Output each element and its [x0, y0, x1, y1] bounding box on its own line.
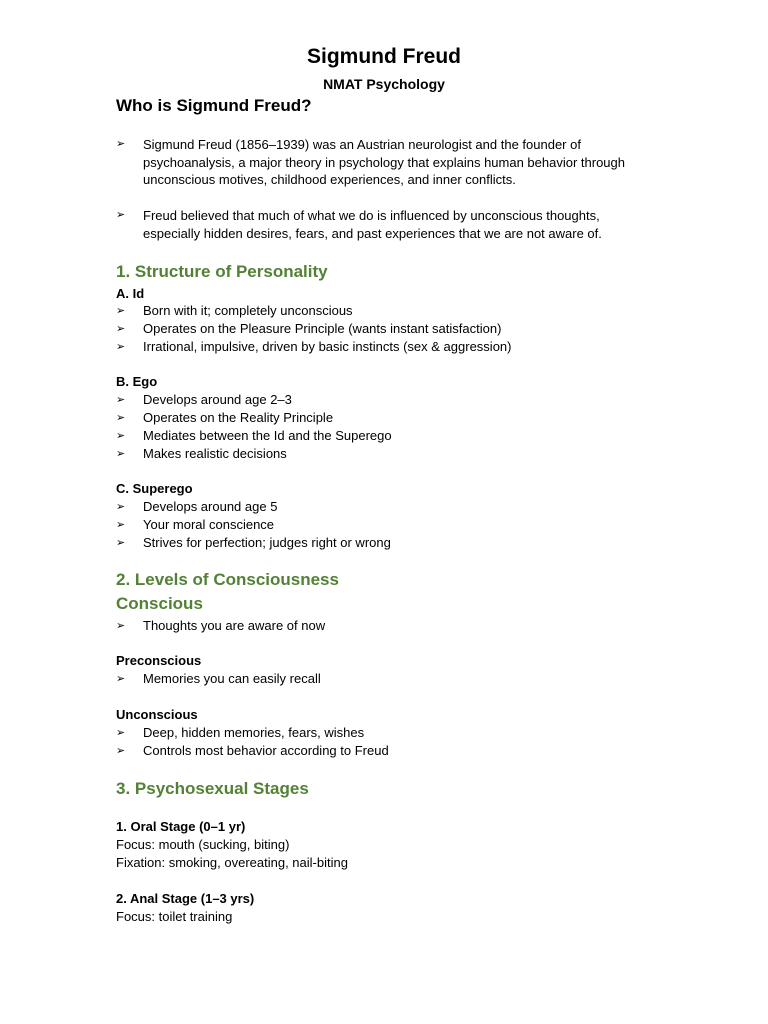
oral-stage-focus: Focus: mouth (sucking, biting) [116, 837, 290, 852]
arrowhead-bullet-icon: ➢ [116, 537, 126, 549]
arrowhead-bullet-icon: ➢ [116, 341, 126, 353]
intro-paragraph-text: Freud believed that much of what we do is influenced by unconscious thoughts, especially hidden desires, fears, and past experiences that we are not aware of. [143, 208, 602, 241]
document-subtitle: NMAT Psychology [323, 76, 445, 92]
anal-stage-focus: Focus: toilet training [116, 909, 233, 924]
arrowhead-bullet-icon: ➢ [116, 412, 126, 424]
intro-paragraph [116, 207, 636, 242]
arrowhead-bullet-icon: ➢ [116, 138, 126, 150]
document-title: Sigmund Freud [307, 45, 461, 68]
intro-heading: Who is Sigmund Freud? [116, 96, 312, 115]
section-heading-consciousness: 2. Levels of Consciousness [116, 570, 339, 589]
arrowhead-bullet-icon: ➢ [116, 501, 126, 513]
oral-stage-fixation: Fixation: smoking, overeating, nail-biting [116, 855, 348, 870]
subheading-id: A. Id [116, 286, 145, 301]
arrowhead-bullet-icon: ➢ [116, 620, 126, 632]
section-heading-personality: 1. Structure of Personality [116, 262, 328, 281]
arrowhead-bullet-icon: ➢ [116, 209, 126, 221]
arrowhead-bullet-icon: ➢ [116, 430, 126, 442]
subheading-oral-stage: 1. Oral Stage (0–1 yr) [116, 819, 246, 834]
arrowhead-bullet-icon: ➢ [116, 394, 126, 406]
document-page: Sigmund Freud NMAT Psychology Who is Sigmund Freud? ➢ Sigmund Freud (1856–1939) was an Austrian neurologist and the founder of psychoanalysis, a major theory in psychology that explains human behavior through unconscious motives, childhood experiences, and inner conflicts. ➢ Freud believed that much of what we do is influenced by unconscious thoughts, especially hidden desires, fears, and past experiences that we are not aware of. 1. Structure of Personality A. Id ➢ Born with it; completely unconscious ➢ Operates on the Pleasure Principle (wants instant satisfaction) ➢ Irrational, impulsive, driven by basic instincts (sex & aggression) B. Ego ➢ Develops around age 2–3 ➢ Operates on the Reality Principle ➢ Mediates between the Id and the Superego ➢ Makes realistic decisions C. Superego ➢ Develops around age 5 ➢ Your moral conscience ➢ Strives for perfection; judges right or wrong 2. Levels of Consciousness Conscious ➢ Thoughts you are aware of now Preconscious ➢ Memories you can easily recall Unconscious ➢ Deep, hidden memories, fears, wishes ➢ Controls most behavior according to Freud 3. Psychosexual Stages 1. Oral Stage (0–1 yr) Focus: mouth (sucking, biting) Fixation: smoking, overeating, nail-biting 2. Anal Stage (1–3 yrs) Focus: toilet training [0, 0, 768, 1024]
subheading-ego: B. Ego [116, 374, 158, 389]
arrowhead-bullet-icon: ➢ [116, 448, 126, 460]
subheading-conscious: Conscious [116, 594, 203, 613]
arrowhead-bullet-icon: ➢ [116, 727, 126, 739]
subheading-anal-stage: 2. Anal Stage (1–3 yrs) [116, 891, 255, 906]
arrowhead-bullet-icon: ➢ [116, 519, 126, 531]
arrowhead-bullet-icon: ➢ [116, 305, 126, 317]
subheading-preconscious: Preconscious [116, 653, 202, 668]
arrowhead-bullet-icon: ➢ [116, 673, 126, 685]
intro-paragraph [116, 136, 636, 189]
subheading-unconscious: Unconscious [116, 707, 198, 722]
arrowhead-bullet-icon: ➢ [116, 745, 126, 757]
section-heading-stages: 3. Psychosexual Stages [116, 779, 309, 798]
subheading-superego: C. Superego [116, 481, 193, 496]
arrowhead-bullet-icon: ➢ [116, 323, 126, 335]
intro-paragraph-text: Sigmund Freud (1856–1939) was an Austrian neurologist and the founder of psychoanalysis, a major theory in psychology that explains human behavior through unconscious motives, childhood experiences, and inner conflicts. [143, 137, 625, 187]
